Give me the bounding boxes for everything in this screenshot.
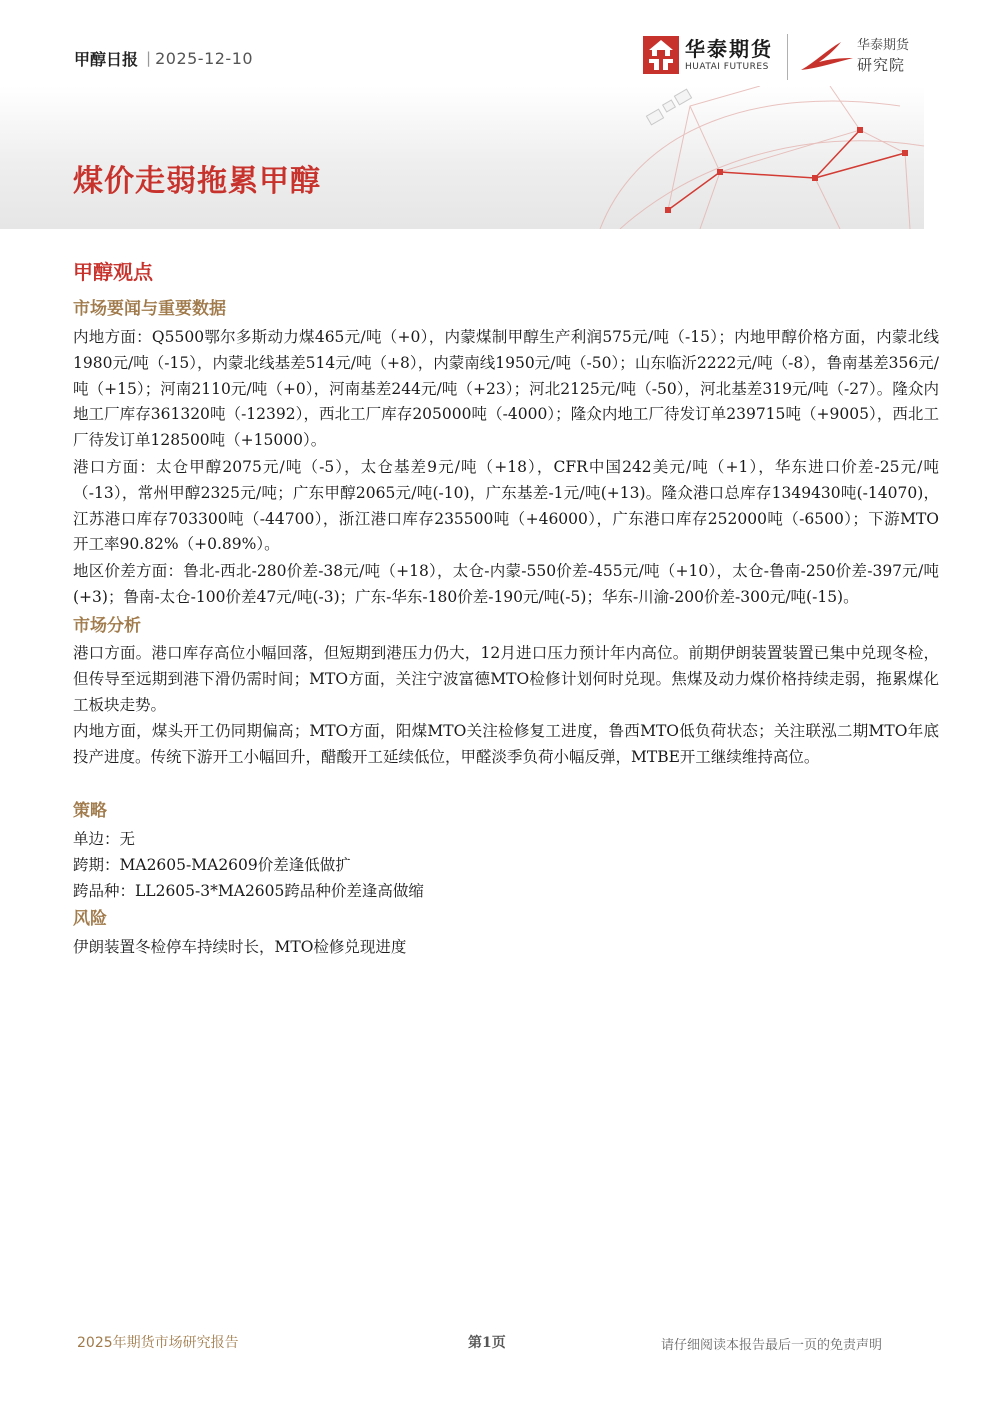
report-date: 2025-12-10 [155,48,254,68]
news-spread-paragraph: 地区价差方面：鲁北-西北-280价差-38元/吨（+18），太仓-内蒙-550价差-455元/吨（+10），太仓-鲁南-250价差-397元/吨(+3)；鲁南-太仓-100价差47元/吨(-3)；广东-华东-180价差-190元/吨(-5)；华东-川渝-200价差-300元/吨(-15)。 [73,562,939,606]
institute-logo [797,36,909,76]
logo-divider [787,34,788,80]
news-port-paragraph: 港口方面：太仓甲醇2075元/吨（-5），太仓基差9元/吨（+18），CFR中国242美元/吨（+1），华东进口价差-25元/吨（-13），常州甲醇2325元/吨；广东甲醇2065元/吨(-10)，广东基差-1元/吨(+13)。隆众港口总库存1349430吨(-14070)，江苏港口库存703300吨（-44700），浙江港口库存235500吨（+46000），广东港口库存252000吨（-6500）；下游MTO开工率90.82%（+0.89%）。 [73,458,940,554]
analysis-inland-paragraph: 内地方面，煤头开工仍同期偏高；MTO方面，阳煤MTO关注检修复工进度，鲁西MTO低负荷状态；关注联泓二期MTO年底投产进度。传统下游开工小幅回升，醋酸开工延续低位，甲醛淡季负荷小幅反弹，MTBE开工继续维持高位。 [73,722,939,766]
network-graphic [0,86,924,229]
logo-en-text: HUATAI FUTURES [685,62,769,72]
strategy-calendar-spread: 跨期：MA2605-MA2609价差逢低做扩 [73,856,351,874]
institute-name-l2: 研究院 [857,56,906,74]
page-number: 第1页 [468,1335,506,1351]
huatai-logo [643,36,773,74]
section-strategy: 策略 [73,801,107,821]
section-risk: 风险 [73,909,107,929]
institute-name-l1: 华泰期货 [857,38,910,53]
strategy-single: 单边：无 [73,830,136,848]
footer-report-name: 2025年期货市场研究报告 [77,1335,239,1351]
header-separator: | [146,49,152,67]
report-type: 甲醇日报 [74,49,139,69]
analysis-port-paragraph: 港口方面。港口库存高位小幅回落，但短期到港压力仍大，12月进口压力预计年内高位。前期伊朗装置装置已集中兑现冬检，但传导至远期到港下滑仍需时间；MTO方面，关注宁波富德MTO检修计划何时兑现。焦煤及动力煤价格持续走弱，拖累煤化工板块走势。 [73,644,939,714]
news-inland-paragraph: 内地方面：Q5500鄂尔多斯动力煤465元/吨（+0），内蒙煤制甲醇生产利润575元/吨（-15）；内地甲醇价格方面，内蒙北线1980元/吨（-15），内蒙北线基差514元/吨（+8），内蒙南线1950元/吨（-50）；山东临沂2222元/吨（-8），鲁南基差356元/吨（+15）；河南2110元/吨（+0），河南基差244元/吨（+23）；河北2125元/吨（-50），河北基差319元/吨（-27）。隆众内地工厂库存361320吨（-12392），西北工厂库存205000吨（-4000）；隆众内地工厂待发订单239715吨（+9005），西北工厂待发订单128500吨（+15000）。 [73,328,939,450]
section-market-news: 市场要闻与重要数据 [73,299,226,319]
logo-cn-text: 华泰期货 [685,37,773,61]
title-banner [0,86,924,229]
report-title: 煤价走弱拖累甲醇 [73,164,321,199]
huatai-logo-icon [643,36,679,74]
risk-text: 伊朗装置冬检停车持续时长，MTO检修兑现进度 [73,938,407,956]
section-market-analysis: 市场分析 [73,616,141,636]
report-header [74,46,253,70]
disclaimer-note: 请仔细阅读本报告最后一页的免责声明 [661,1338,883,1353]
section-viewpoint: 甲醇观点 [73,260,153,284]
institute-wing-icon [797,36,857,76]
satellite-icon [646,89,691,125]
strategy-cross-variety: 跨品种：LL2605-3*MA2605跨品种价差逢高做缩 [73,882,424,900]
